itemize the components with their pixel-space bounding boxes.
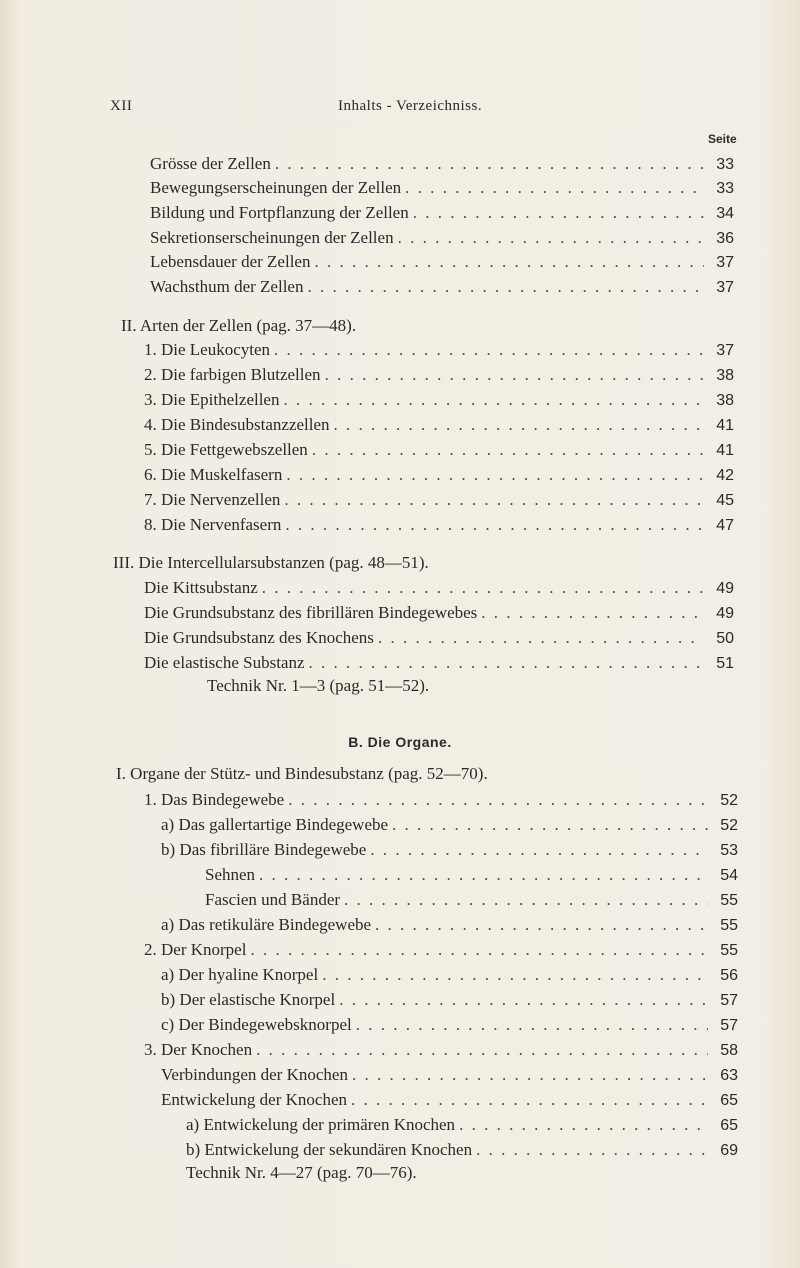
- leader-dots: [312, 440, 704, 460]
- toc-entry: [144, 440, 734, 464]
- toc-entry-page: 49: [716, 605, 734, 622]
- toc-entry-label: 2. Die farbigen Blutzellen: [144, 365, 321, 384]
- toc-entry-label: Entwickelung der Knochen: [161, 1090, 347, 1109]
- toc-entry-label: Grösse der Zellen: [150, 154, 271, 173]
- running-header: [110, 98, 690, 122]
- technik-line: Technik Nr. 1—3 (pag. 51—52).: [207, 676, 430, 695]
- leader-dots: [476, 1140, 708, 1160]
- toc-entry: [144, 653, 734, 677]
- running-title: Inhalts - Verzeichniss.: [338, 98, 483, 114]
- leader-dots: [274, 340, 704, 360]
- toc-entry: [150, 178, 734, 202]
- toc-entry-label: a) Entwickelung der primären Knochen: [186, 1115, 456, 1134]
- toc-entry-page: 41: [716, 417, 734, 434]
- toc-entry-page: 37: [716, 342, 734, 359]
- toc-entry-label: a) Das gallertartige Bindegewebe: [161, 815, 389, 834]
- toc-entry: [205, 865, 738, 889]
- toc-entry-label: 8. Die Nervenfasern: [144, 515, 282, 534]
- leader-dots: [285, 515, 704, 535]
- leader-dots: [288, 790, 708, 810]
- toc-entry: [144, 390, 734, 414]
- toc-entry-label: Sekretionserscheinungen der Zellen: [150, 228, 394, 247]
- toc-entry-label: 3. Der Knochen: [144, 1040, 253, 1059]
- toc-entry: [161, 915, 738, 939]
- leader-dots: [481, 603, 704, 623]
- toc-entry-page: 41: [716, 442, 734, 459]
- toc-entry: [186, 1115, 738, 1139]
- toc-entry-page: 55: [720, 942, 738, 959]
- toc-entry: [144, 1040, 738, 1064]
- toc-entry-page: 58: [720, 1042, 738, 1059]
- toc-entry-page: 69: [720, 1142, 738, 1159]
- toc-entry-page: 33: [716, 180, 734, 197]
- toc-entry: [161, 1065, 738, 1089]
- toc-entry-page: 52: [720, 817, 738, 834]
- toc-entry-label: 2. Der Knorpel: [144, 940, 247, 959]
- toc-entry-page: 57: [720, 992, 738, 1009]
- seite-label: Seite: [708, 132, 737, 146]
- leader-dots: [339, 990, 708, 1010]
- toc-entry-page: 63: [720, 1067, 738, 1084]
- toc-entry: [144, 603, 734, 627]
- technik-line: Technik Nr. 4—27 (pag. 70—76).: [186, 1163, 417, 1182]
- leader-dots: [322, 965, 708, 985]
- toc-entry: [144, 415, 734, 439]
- leader-dots: [378, 628, 704, 648]
- toc-entry-label: b) Entwickelung der sekundären Knochen: [186, 1140, 473, 1159]
- toc-entry: [161, 815, 738, 839]
- toc-entry: [144, 515, 734, 539]
- toc-entry-page: 57: [720, 1017, 738, 1034]
- toc-entry-label: Die Grundsubstanz des Knochens: [144, 628, 374, 647]
- leader-dots: [286, 465, 704, 485]
- toc-entry-page: 51: [716, 655, 734, 672]
- toc-entry-page: 36: [716, 230, 734, 247]
- section-heading: I. Organe der Stütz- und Bindesubstanz (pag. 52—70).: [116, 764, 488, 783]
- leader-dots: [352, 1065, 708, 1085]
- toc-entry-page: 53: [720, 842, 738, 859]
- toc-entry-page: 55: [720, 917, 738, 934]
- leader-dots: [375, 915, 708, 935]
- leader-dots: [356, 1015, 708, 1035]
- toc-entry: [161, 965, 738, 989]
- toc-entry-page: 37: [716, 254, 734, 271]
- toc-entry: [144, 578, 734, 602]
- toc-entry-page: 50: [716, 630, 734, 647]
- toc-entry-label: 4. Die Bindesubstanzzellen: [144, 415, 330, 434]
- toc-entry-label: Bewegungserscheinungen der Zellen: [150, 178, 402, 197]
- toc-entry-label: Wachsthum der Zellen: [150, 277, 304, 296]
- toc-entry-label: Lebensdauer der Zellen: [150, 252, 311, 271]
- leader-dots: [314, 252, 704, 272]
- leader-dots: [283, 390, 704, 410]
- leader-dots: [405, 178, 704, 198]
- toc-entry-label: Fascien und Bänder: [205, 890, 341, 909]
- leader-dots: [459, 1115, 708, 1135]
- toc-entry: [150, 277, 734, 301]
- toc-entry: [144, 790, 738, 814]
- leader-dots: [256, 1040, 708, 1060]
- toc-entry-page: 47: [716, 517, 734, 534]
- toc-entry-page: 54: [720, 867, 738, 884]
- toc-entry: [161, 840, 738, 864]
- toc-entry: [205, 890, 738, 914]
- leader-dots: [262, 578, 704, 598]
- toc-entry-label: Die elastische Substanz: [144, 653, 305, 672]
- toc-entry-label: a) Das retikuläre Bindegewebe: [161, 915, 372, 934]
- toc-entry-page: 56: [720, 967, 738, 984]
- toc-entry-page: 65: [720, 1092, 738, 1109]
- leader-dots: [309, 653, 704, 673]
- toc-entry-label: 1. Die Leukocyten: [144, 340, 271, 359]
- toc-entry: [144, 465, 734, 489]
- leader-dots: [250, 940, 708, 960]
- toc-entry: [150, 252, 734, 276]
- leader-dots: [392, 815, 708, 835]
- toc-entry-page: 52: [720, 792, 738, 809]
- toc-entry: [144, 490, 734, 514]
- toc-entry: [144, 940, 738, 964]
- toc-entry-label: Die Grundsubstanz des fibrillären Bindegewebes: [144, 603, 478, 622]
- part-title: B. Die Organe.: [348, 734, 452, 750]
- leader-dots: [344, 890, 708, 910]
- leader-dots: [413, 203, 704, 223]
- toc-entry-page: 45: [716, 492, 734, 509]
- toc-entry-page: 65: [720, 1117, 738, 1134]
- toc-entry: [161, 990, 738, 1014]
- toc-entry-label: Bildung und Fortpflanzung der Zellen: [150, 203, 409, 222]
- toc-entry: [186, 1140, 738, 1164]
- page-number: XII: [110, 98, 133, 114]
- toc-entry-label: c) Der Bindegewebsknorpel: [161, 1015, 352, 1034]
- toc-entry-label: 5. Die Fettgewebszellen: [144, 440, 308, 459]
- toc-entry-page: 38: [716, 392, 734, 409]
- section-heading: II. Arten der Zellen (pag. 37—48).: [121, 316, 357, 335]
- toc-entry-label: b) Das fibrilläre Bindegewebe: [161, 840, 367, 859]
- toc-entry-label: 6. Die Muskelfasern: [144, 465, 283, 484]
- leader-dots: [398, 228, 704, 248]
- toc-entry: [144, 365, 734, 389]
- toc-entry-page: 33: [716, 156, 734, 173]
- toc-entry-label: Verbindungen der Knochen: [161, 1065, 348, 1084]
- leader-dots: [259, 865, 708, 885]
- toc-entry-page: 49: [716, 580, 734, 597]
- toc-entry: [144, 340, 734, 364]
- toc-entry-label: b) Der elastische Knorpel: [161, 990, 336, 1009]
- toc-entry-label: Die Kittsubstanz: [144, 578, 258, 597]
- section-heading: III. Die Intercellularsubstanzen (pag. 48—51).: [113, 553, 429, 572]
- leader-dots: [325, 365, 704, 385]
- toc-entry-label: a) Der hyaline Knorpel: [161, 965, 319, 984]
- toc-entry: [161, 1015, 738, 1039]
- toc-entry-page: 55: [720, 892, 738, 909]
- toc-entry-page: 34: [716, 205, 734, 222]
- toc-entry: [150, 154, 734, 178]
- leader-dots: [307, 277, 704, 297]
- toc-entry: [144, 628, 734, 652]
- toc-entry-label: 7. Die Nervenzellen: [144, 490, 281, 509]
- toc-entry-page: 37: [716, 279, 734, 296]
- toc-entry-label: Sehnen: [205, 865, 256, 884]
- toc-entry: [150, 203, 734, 227]
- toc-entry-label: 1. Das Bindegewebe: [144, 790, 285, 809]
- toc-entry-page: 38: [716, 367, 734, 384]
- leader-dots: [334, 415, 704, 435]
- toc-entry-page: 42: [716, 467, 734, 484]
- toc-entry: [161, 1090, 738, 1114]
- toc-entry-label: 3. Die Epithelzellen: [144, 390, 280, 409]
- leader-dots: [351, 1090, 708, 1110]
- leader-dots: [284, 490, 704, 510]
- leader-dots: [275, 154, 704, 174]
- toc-entry: [150, 228, 734, 252]
- leader-dots: [370, 840, 708, 860]
